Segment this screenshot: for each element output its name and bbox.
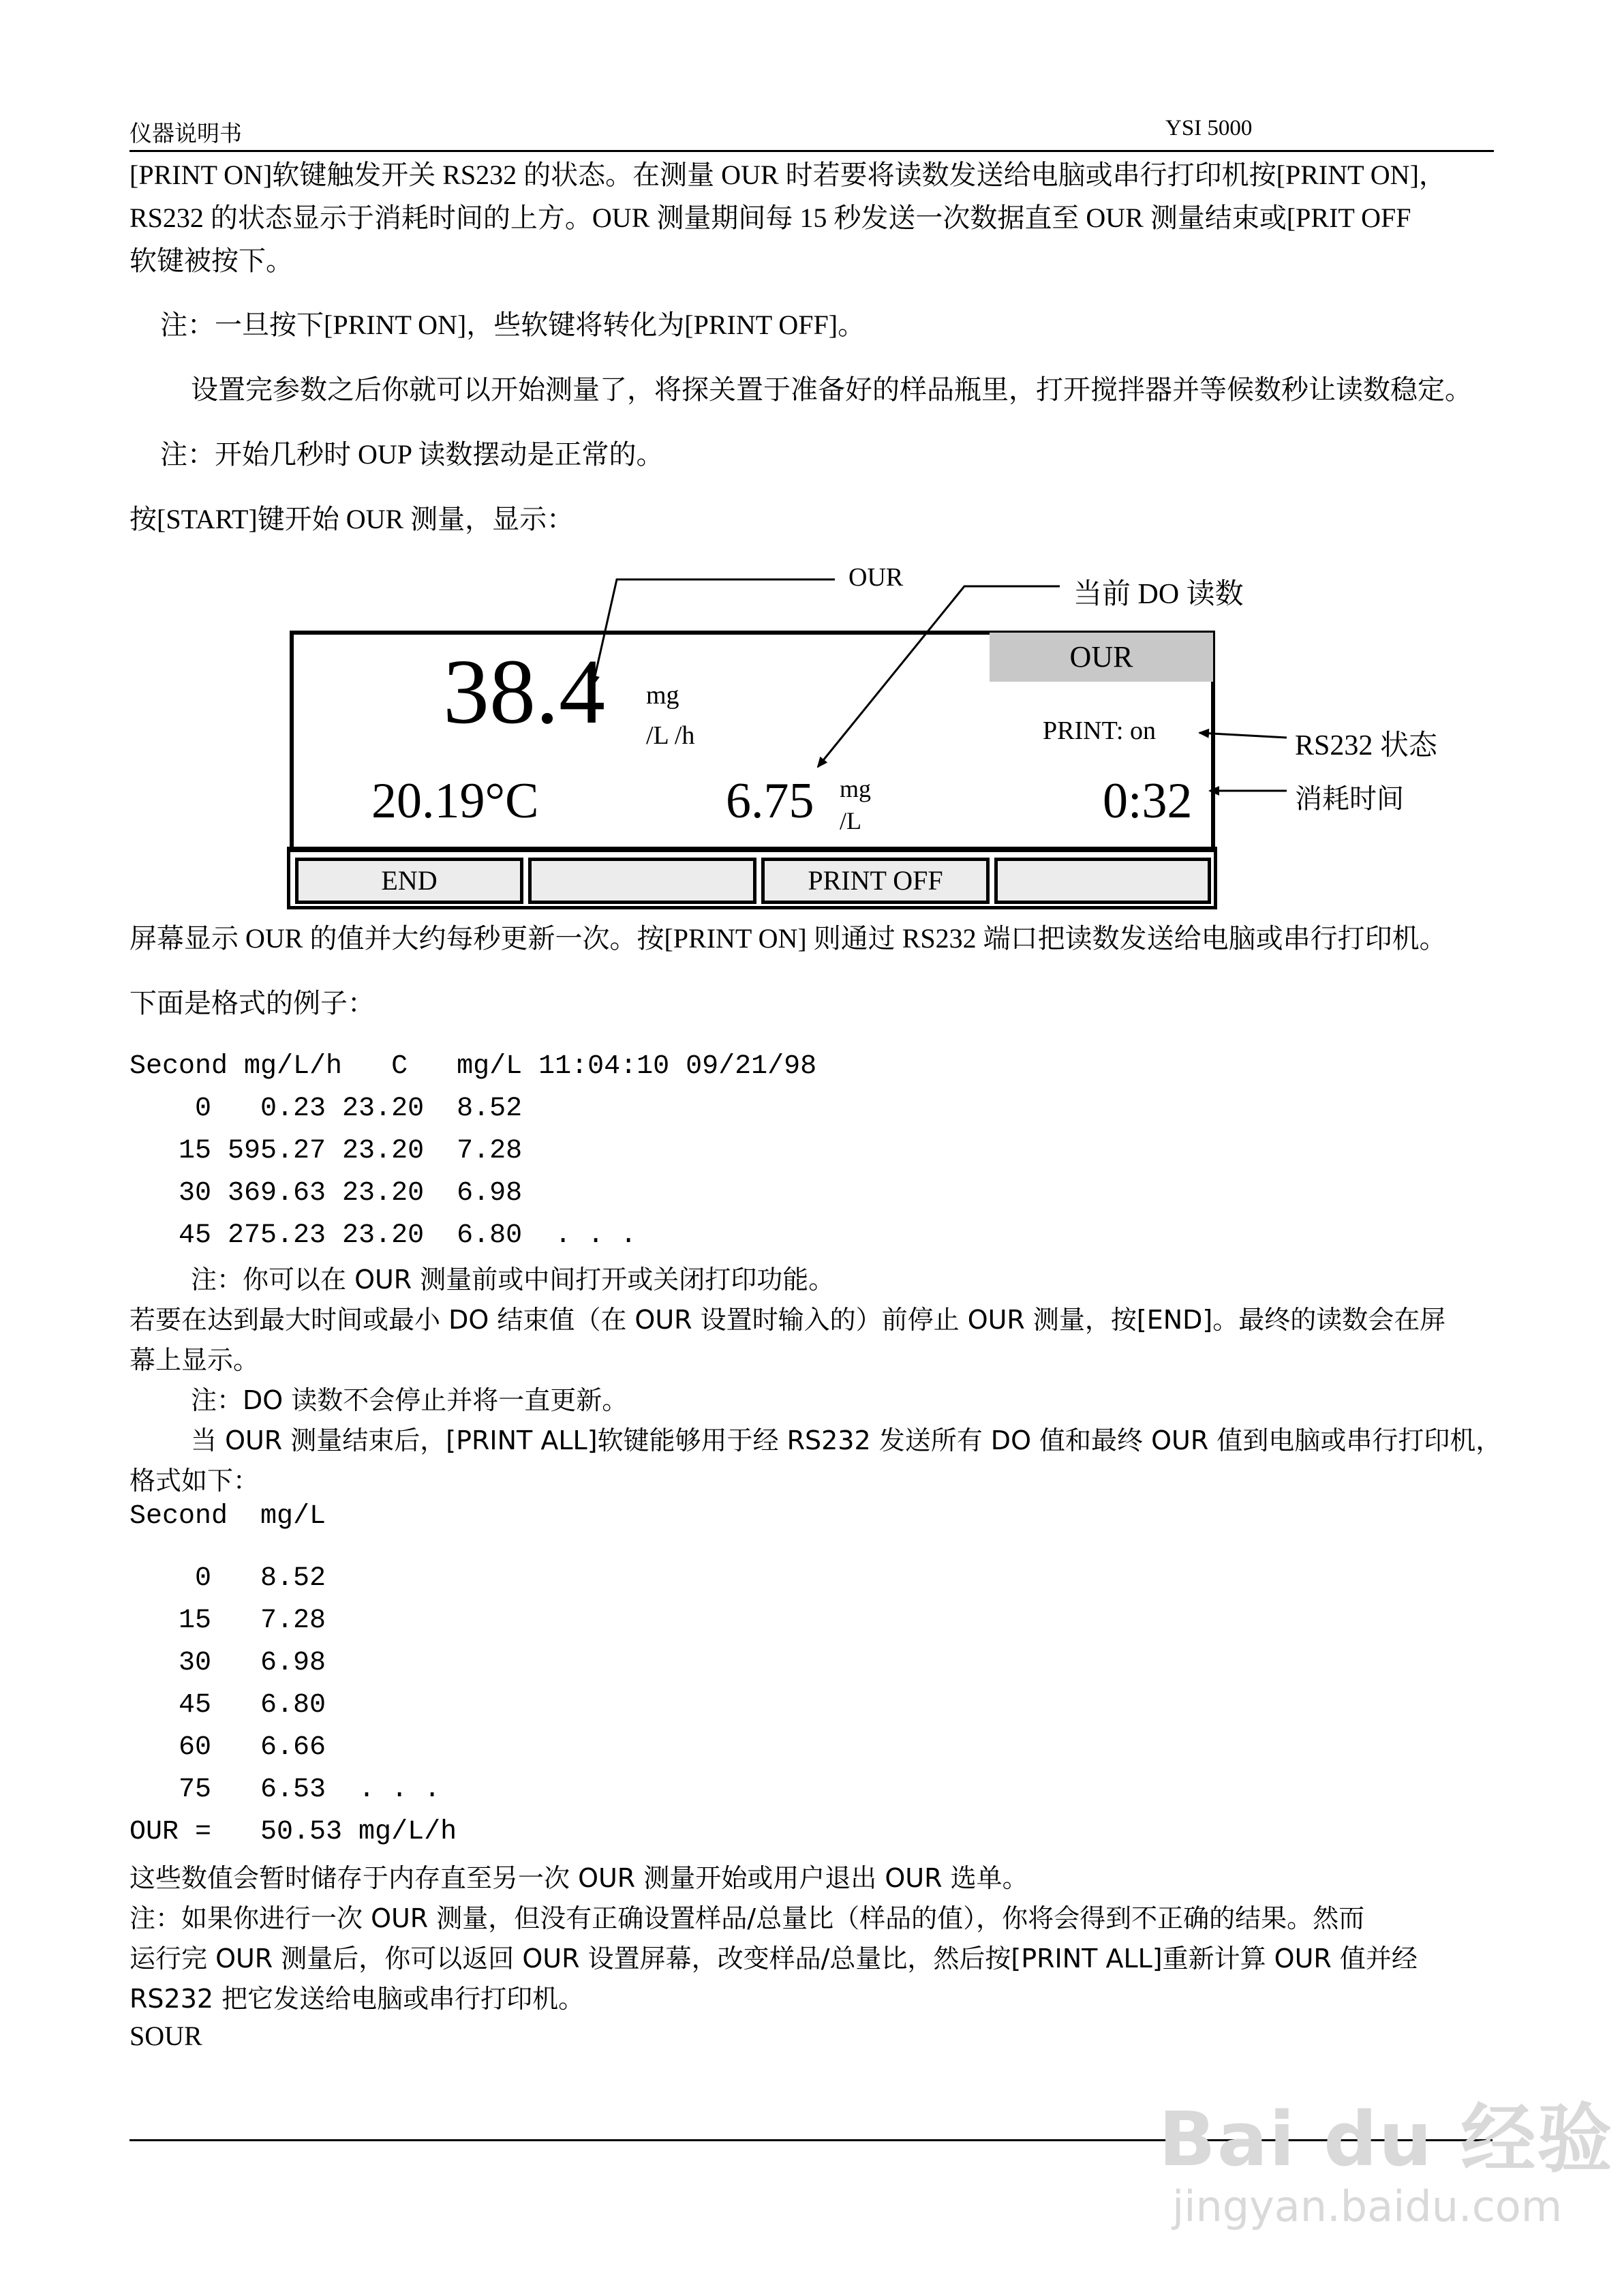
para-stop-line2: 幕上显示。 [129,1345,260,1375]
para-storage: 这些数值会暂时储存于内存直至另一次 OUR 测量开始或用户退出 OUR 选单。 [129,1863,1028,1893]
callout-do: 当前 DO 读数 [1073,579,1244,610]
watermark-logo: Bai du 经验 [1159,2096,1614,2183]
callout-arrows [0,0,1622,954]
example1-row: 0 0.23 23.20 8.52 [129,1093,523,1124]
lcd-our-value: 38.4 [443,641,605,743]
example2-row: 30 6.98 [129,1648,326,1678]
lcd-do-value: 6.75 [726,773,814,829]
callout-rs232: RS232 状态 [1295,730,1437,761]
note-ratio-line3: RS232 把它发送给电脑或串行打印机。 [129,1984,585,2014]
lcd-our-unit-top: mg [646,681,679,710]
example2-header: Second mg/L [129,1501,326,1532]
example1-header: Second mg/L/h C mg/L 11:04:10 09/21/98 [129,1051,817,1082]
note-print-toggle: 注：你可以在 OUR 测量前或中间打开或关闭打印功能。 [191,1265,835,1295]
lcd-temperature: 20.19°C [371,773,539,829]
para-print-all-line2: 格式如下： [129,1466,260,1496]
softkey-end[interactable]: END [295,858,523,904]
note-ratio-line1: 注：如果你进行一次 OUR 测量，但没有正确设置样品/总量比（样品的值），你将会得到不正确的结果。然而 [129,1903,1365,1933]
example2-total: OUR = 50.53 mg/L/h [129,1817,457,1847]
lcd-print-status: PRINT: on [1043,716,1156,745]
example2-row: 15 7.28 [129,1605,326,1636]
para1-line1: [PRINT ON]软键触发开关 RS232 的状态。在测量 OUR 时若要将读数发送给电脑或串行打印机按[PRINT ON]， [129,160,1446,190]
example2-row: 0 8.52 [129,1563,326,1594]
note-oup: 注：开始几秒时 OUP 读数摆动是正常的。 [160,439,664,470]
para-setup: 设置完参数之后你就可以开始测量了，将探关置于准备好的样品瓶里，打开搅拌器并等候数秒让读数稳定。 [191,374,1472,405]
example2-row: 45 6.80 [129,1690,326,1721]
para1-line3: 软键被按下。 [129,245,293,276]
callout-our: OUR [848,563,904,592]
example1-row: 45 275.23 23.20 6.80 . . . [129,1220,637,1251]
lcd-do-unit-top: mg [840,775,872,802]
lcd-do-unit-bottom: /L [840,807,861,834]
example2-row: 60 6.66 [129,1732,326,1763]
para-start: 按[START]键开始 OUR 测量，显示： [129,504,575,534]
lcd-elapsed: 0:32 [1103,773,1193,829]
arrow-do [818,586,1060,767]
example2-row: 75 6.53 . . . [129,1774,441,1805]
lcd-our-unit-bottom: /L /h [646,721,695,750]
para1-line2: RS232 的状态显示于消耗时间的上方。OUR 测量期间每 15 秒发送一次数据直至 OUR 测量结束或[PRIT OFF [129,202,1411,233]
note-do-updates: 注：DO 读数不会停止并将一直更新。 [191,1385,628,1415]
example1-row: 30 369.63 23.20 6.98 [129,1178,523,1209]
header-model: YSI 5000 [1165,116,1253,140]
note-ratio-line2: 运行完 OUR 测量后，你可以返回 OUR 设置屏幕，改变样品/总量比，然后按[PRINT ALL]重新计算 OUR 值并经 [129,1944,1418,1974]
section-sour: SOUR [129,2021,202,2051]
para-format-example: 下面是格式的例子： [129,988,375,1018]
arrow-our [593,579,835,685]
example1-row: 15 595.27 23.20 7.28 [129,1136,523,1166]
watermark-url: jingyan.baidu.com [1172,2181,1563,2231]
para-display-update: 屏幕显示 OUR 的值并大约每秒更新一次。按[PRINT ON] 则通过 RS232 端口把读数发送给电脑或串行打印机。 [129,923,1447,954]
para-print-all-line1: 当 OUR 测量结束后，[PRINT ALL]软键能够用于经 RS232 发送所有 DO 值和最终 OUR 值到电脑或串行打印机， [191,1425,1502,1455]
header-doc-title: 仪器说明书 [129,122,242,147]
note-print-on: 注：一旦按下[PRINT ON]，些软键将转化为[PRINT OFF]。 [160,309,866,340]
callout-elapsed: 消耗时间 [1295,783,1404,814]
softkey-print-off[interactable]: PRINT OFF [761,858,990,904]
para-stop-line1: 若要在达到最大时间或最小 DO 结束值（在 OUR 设置时输入的）前停止 OUR 测量，按[END]。最终的读数会在屏 [129,1305,1446,1335]
lcd-mode-tag: OUR [990,633,1213,682]
arrow-rs232 [1199,733,1287,738]
